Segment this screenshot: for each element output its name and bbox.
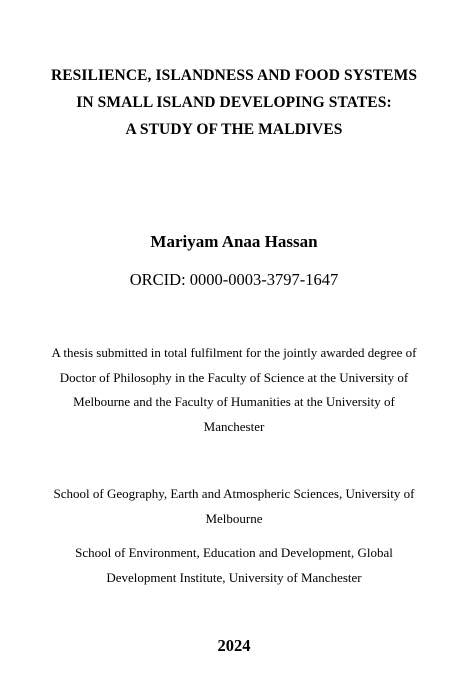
degree-statement-line: Doctor of Philosophy in the Faculty of Science at the University of — [59, 369, 409, 385]
affiliation-melbourne — [20, 482, 448, 531]
thesis-title-line: RESILIENCE, ISLANDNESS AND FOOD SYSTEMS — [50, 67, 418, 84]
submission-year: 2024 — [217, 636, 251, 655]
degree-statement — [20, 341, 448, 439]
affiliation-line: School of Geography, Earth and Atmospheric Sciences, University of — [53, 486, 415, 501]
affiliation-line: School of Environment, Education and Development, Global — [75, 545, 393, 560]
affiliation-line: Development Institute, University of Manchester — [106, 569, 362, 585]
thesis-title-line: A STUDY OF THE MALDIVES — [125, 121, 343, 138]
degree-statement-line: Melbourne and the Faculty of Humanities at the University of — [73, 394, 395, 409]
orcid-identifier: ORCID: 0000-0003-3797-1647 — [129, 270, 339, 289]
affiliation-line: Melbourne — [205, 510, 263, 526]
degree-statement-line: Manchester — [203, 418, 265, 434]
thesis-title — [14, 62, 454, 143]
thesis-title-line: IN SMALL ISLAND DEVELOPING STATES: — [76, 94, 392, 111]
degree-statement-line: A thesis submitted in total fulfilment for the jointly awarded degree of — [51, 345, 417, 360]
author-name: Mariyam Anaa Hassan — [150, 232, 318, 251]
affiliation-manchester — [20, 541, 448, 590]
